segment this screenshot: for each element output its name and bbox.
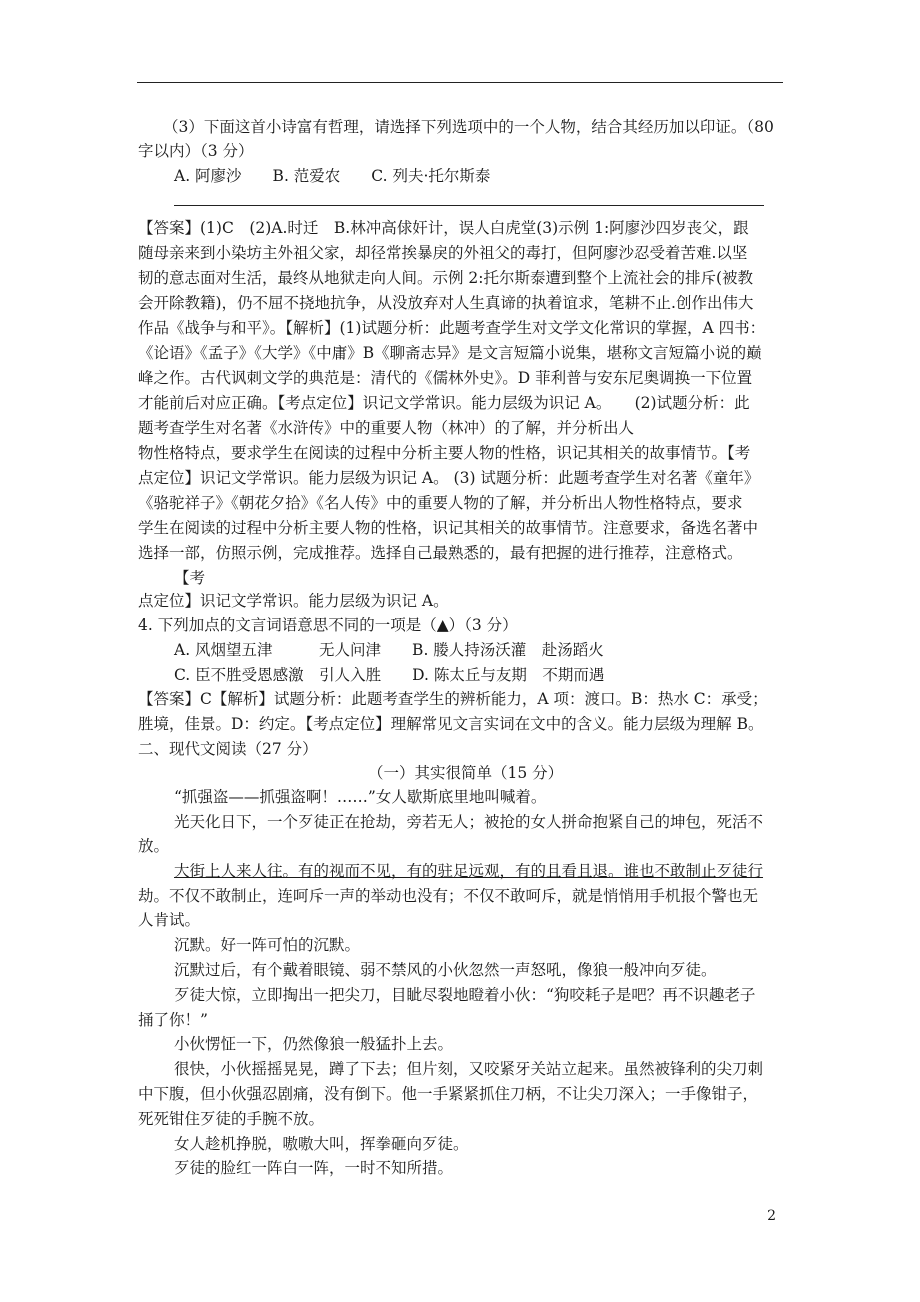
header-rule xyxy=(137,82,783,83)
text-line: 峰之作。古代讽刺文学的典范是：清代的《儒林外史》。D 菲利普与安东尼奥调换一下位置 xyxy=(138,369,753,387)
text-line: 小伙愣怔一下，仍然像狼一般猛扑上去。 xyxy=(174,1035,454,1053)
text-line: （3）下面这首小诗富有哲理，请选择下列选项中的一个人物，结合其经历加以印证。（80 xyxy=(163,118,774,136)
text-line: 字以内）（3 分） xyxy=(138,142,254,160)
page-number: 2 xyxy=(767,1208,776,1224)
text-line: 中下腹，但小伙强忍剧痛，没有倒下。他一手紧紧抓住刀柄，不让尖刀深入；一手像钳子， xyxy=(138,1085,759,1103)
text-line: 才能前后对应正确。【考点定位】识记文学常识。能力层级为识记 A。 (2)试题分析：此 xyxy=(138,394,750,412)
text-line: 放。 xyxy=(138,837,170,855)
text-line: 点定位】识记文学常识。能力层级为识记 A。 (3) 试题分析：此题考查学生对名著《童年》 xyxy=(138,469,760,487)
text-line: “抓强盗——抓强盗啊！……”女人歇斯底里地叫喊着。 xyxy=(174,788,547,806)
text-line: 作品《战争与和平》。【解析】(1)试题分析：此题考查学生对文学文化常识的掌握，A 四书： xyxy=(138,319,766,337)
text-line: 劫。不仅不敢制止，连呵斥一声的举动也没有；不仅不敢呵斥，就是悄悄用手机报个警也无 xyxy=(138,887,759,905)
text-line: 很快，小伙摇摇晃晃，蹲了下去；但片刻，又咬紧牙关站立起来。虽然被锋利的尖刀刺 xyxy=(174,1060,764,1078)
text-line: 会开除教籍)，仍不屈不挠地抗争，从没放弃对人生真谛的执着谊求，笔耕不止.创作出伟大 xyxy=(138,294,754,312)
text-line: 点定位】识记文学常识。能力层级为识记 A。 xyxy=(138,592,449,610)
answer-blank-line xyxy=(174,205,764,206)
text-line: 【答案】(1)C (2)A.时迁 B.林冲高俅奸计，误人白虎堂(3)示例 1:阿廖沙四岁丧父，跟 xyxy=(138,219,749,237)
text-line: 4. 下列加点的文言词语意思不同的一项是（▲）（3 分） xyxy=(138,616,518,634)
text-line: 大街上人来人往。有的视而不见，有的驻足远观，有的且看且退。谁也不敢制止歹徒行 xyxy=(174,862,764,880)
text-line: 题考查学生对名著《水浒传》中的重要人物（林冲）的了解，并分析出人 xyxy=(138,419,635,437)
text-line: 选择一部，仿照示例，完成推荐。选择自己最熟悉的，最有把握的进行推荐，注意格式。 xyxy=(138,544,743,562)
text-line: 《论语》《孟子》《大学》《中庸》B《聊斋志异》是文言短篇小说集，堪称文言短篇小说的巅 xyxy=(138,344,762,362)
text-line: 学生在阅读的过程中分析主要人物的性格，识记其相关的故事情节。注意要求，备选名著中 xyxy=(138,519,759,537)
text-line: 捅了你！” xyxy=(138,1011,208,1029)
text-line: 沉默。好一阵可怕的沉默。 xyxy=(174,936,361,954)
text-line: 【考 xyxy=(174,569,206,587)
text-line: A. 阿廖沙 B. 范爱农 C. 列夫·托尔斯泰 xyxy=(174,167,491,185)
text-line: 沉默过后，有个戴着眼镜、弱不禁风的小伙忽然一声怒吼，像狼一般冲向歹徒。 xyxy=(174,961,717,979)
text-line: 歹徒的脸红一阵白一阵，一时不知所措。 xyxy=(174,1159,454,1177)
text-line: 韧的意志面对生活，最终从地狱走向人间。示例 2:托尔斯泰遭到整个上流社会的排斥(被教 xyxy=(138,269,754,287)
text-line: 歹徒大惊，立即掏出一把尖刀，目眦尽裂地瞪着小伙：“狗咬耗子是吧？再不识趣老子 xyxy=(174,986,756,1004)
text-line: 物性格特点，要求学生在阅读的过程中分析主要人物的性格，识记其相关的故事情节。【考 xyxy=(138,444,751,462)
text-line: 光天化日下，一个歹徒正在抢劫，旁若无人；被抢的女人拼命抱紧自己的坤包，死活不 xyxy=(174,813,764,831)
text-line: 二、现代文阅读（27 分） xyxy=(138,740,318,758)
text-line: 随母亲来到小染坊主外祖父家，却径常挨暴戾的外祖父的毒打，但阿廖沙忍受着苦难.以坚 xyxy=(138,244,748,262)
text-line: C. 臣不胜受恩感激 引人入胜 D. 陈太丘与友期 不期而遇 xyxy=(174,666,605,684)
text-line: 女人趁机挣脱，嗷嗷大叫，挥拳砸向歹徒。 xyxy=(174,1135,469,1153)
text-line: 《骆驼祥子》《朝花夕拾》《名人传》中的重要人物的了解，并分析出人物性格特点，要求 xyxy=(138,494,743,512)
text-line: 人肯试。 xyxy=(138,911,201,929)
text-line: 【答案】C【解析】试题分析：此题考查学生的辨析能力，A 项：渡口。B：热水 C：承受； xyxy=(138,690,768,708)
text-line: 死死钳住歹徒的手腕不放。 xyxy=(138,1110,325,1128)
text-line: A. 风烟望五津 无人问津 B. 媵人持汤沃灌 赴汤蹈火 xyxy=(174,641,604,659)
text-line: （一）其实很简单（15 分） xyxy=(368,764,564,782)
text-line: 胜境，佳景。D：约定。【考点定位】理解常见文言实词在文中的含义。能力层级为理解 B。 xyxy=(138,715,764,733)
